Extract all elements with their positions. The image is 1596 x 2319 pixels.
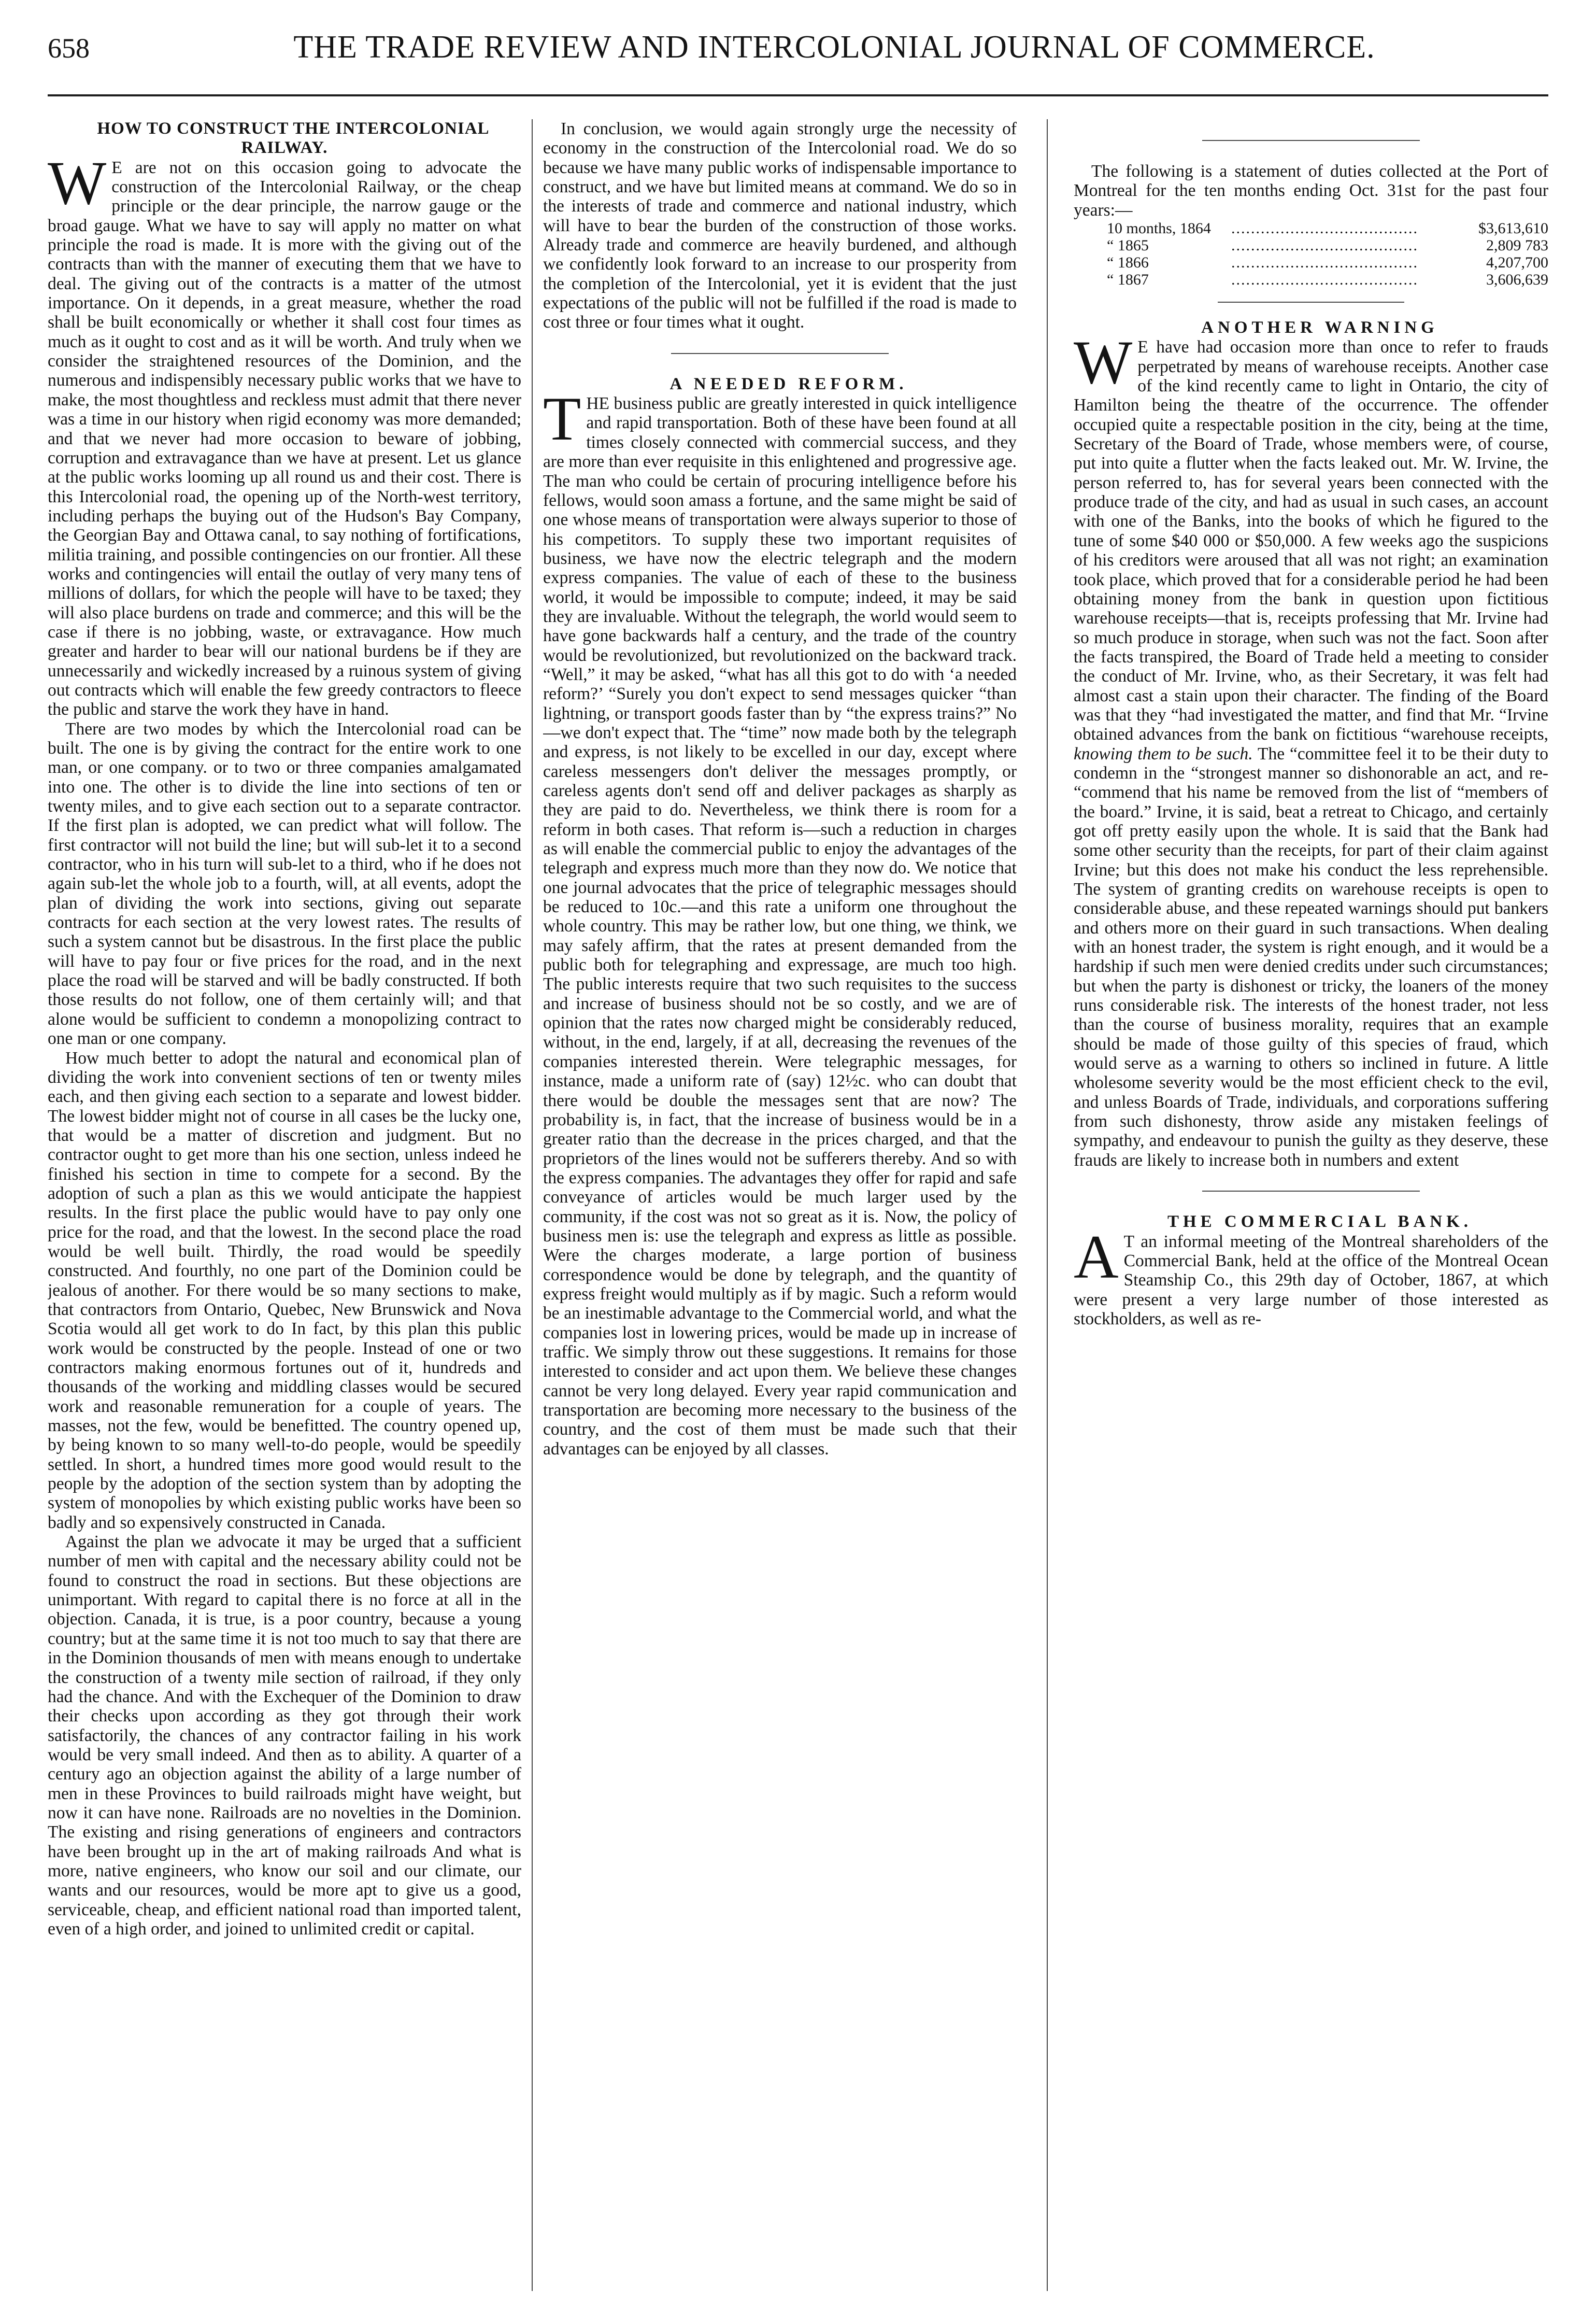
duty-amount: 3,606,639 (1486, 271, 1548, 289)
duty-period: “ 1867 (1107, 271, 1149, 289)
italic-emphasis: knowing them to be such. (1074, 744, 1253, 763)
column-2 (543, 119, 1017, 2296)
article-headline: HOW TO CONSTRUCT THE INTERCOLONIAL RAILWAY. (97, 119, 490, 158)
section-rule (1202, 140, 1420, 141)
leader-dots: ...................................... (1231, 254, 1418, 272)
section-rule (1202, 1191, 1420, 1192)
column-divider (532, 119, 533, 2291)
section-rule (1218, 302, 1404, 303)
duty-period: 10 months, 1864 (1107, 220, 1211, 237)
duty-amount: 4,207,700 (1486, 254, 1548, 272)
article-headline: ANOTHER WARNING (1201, 318, 1438, 337)
article-paragraph: W E have had occasion more than once to refer to frauds perpetrated by means of warehouse receipts. Another case of the kind recently came to light in Ontario, the city of Hamilton being the theatre of the occurrence. The offender occupied quite a respectable position in the city, being at the time, Secretary of the Board of Trade, whose members were, of course, put into quite a flutter when the facts leaked out. Mr. W. Irvine, the person referred to, has for several years been connected with the produce trade of the city, and had as usual in such cases, an account with one of the Banks, into the books of which he figured to the tune of some $40 000 or $50,000. A few weeks ago the suspicions of his creditors were aroused that all was not right; an examination took place, which proved that for a considerable period he had been obtaining money from the bank in question upon fictitious warehouse receipts—that is, receipts professing that Mr. Irvine had so much produce in storage, when such was not the fact. Soon after the facts transpired, the Board of Trade held a meeting to consider the conduct of Mr. Irvine, who, as their Secretary, it was felt had almost cast a stain upon their character. The finding of the Board was that they “had investigated the matter, and find that Mr. “Irvine obtained advances from the bank on fictitious “warehouse receipts, knowing them to be such. The “committee feel it to be their duty to condemn in the “strongest manner so dishonorable an act, and re- “commend that his name be removed from the list of “members of the board.” Irvine, it is said, beat a retreat to Chicago, and certainly got off pretty easily upon the whole. It is said that the Bank had some other security than the receipts, for part of their claim against Irvine; but this does not make his conduct the less reprehensible. The system of granting credits on warehouse receipts is open to considerable abuse, and these repeated warnings should put bankers and others more on their guard in such transactions. When dealing with an honest trader, the system is right enough, and it would be a hardship if such men were denied credits under such circumstances; but when the party is dishonest or tricky, the loaners of the money runs considerable risk. The interests of the honest trader, not less than the course of business morality, requires that an example should be made of those guilty of this species of fraud, which would serve as a warning to others so inclined in future. A little wholesome severity would be the most efficient check to the evil, and unless Boards of Trade, individuals, and corporations suffering from such dishonesty, throw aside any mistaken feelings of sympathy, and endeavour to punish the guilty as they deserve, these frauds are likely to increase both in numbers and extent (1074, 328, 1548, 1170)
header-rule (48, 94, 1548, 96)
article-paragraph: THE business public are greatly interested in quick intelligence and rapid transportation. Both of these have been found at all times closely connected with commercial success, and they are more than ever requisite in this enlightened and progressive age. The man who could be certain of procuring intelligence before his fellows, would soon amass a fortune, and the same might be said of one whose means of transportation were always superior to those of his competitors. To supply these two important requisites of business, we have now the electric telegraph and the modern express companies. The value of each of these to the business world, it would be impossible to compute; indeed, it may be said they are invaluable. Without the telegraph, the world would seem to have gone backwards half a century, and the trade of the country would be revolutionized, but revolutionized on the backward track. “Well,” it may be asked, “what has all this got to do with ‘a needed reform?’ “Surely you don't expect to send messages quicker “than lightning, or transport goods faster than by “the express trains?” No—we don't expect that. The “time” now made both by the telegraph and express, is not likely to be excelled in our day, except where careless messengers don't deliver the messages promptly, or careless agents don't send off and deliver packages as sharply as they are paid to do. Nevertheless, we think there is room for a reform in both cases. That reform is—such a reduction in charges as will enable the commercial public to enjoy the advantages of the telegraph and express much more than they now do. We notice that one journal advocates that the price of telegraphic messages should be reduced to 10c.—and this rate a uniform one throughout the whole country. This may be rather low, but one thing, we think, we may safely affirm, that the rates at present demanded from the public both for telegraphing and expressage, are much too high. The public interests require that two such requisites to the success and increase of business should not be so costly, and we are of opinion that the rates now charged might be considerably reduced, without, in the end, largely, if at all, decreasing the revenues of the companies interested therein. Were telegraphic messages, for instance, made a uniform rate of (say) 12½c. who can doubt that there would be double the messages sent that are now? The probability is, in fact, that the increase of business would be in a greater ratio than the decrease in the prices charged, and that the proprietors of the lines would not be sufferers thereby. And so with the express companies. The advantages they offer for rapid and safe conveyance of articles would be much larger used by the community, if the cost was not so great as it is. Now, the policy of business men is: use the telegraph and express as little as possible. Were the charges moderate, a large portion of business correspondence would be done by telegraph, and the quantity of express freight would multiply as if by magic. Such a reform would be an inestimable advantage to the Commercial world, and what the companies lost in lowering prices, would be made up in increase of traffic. We simply throw out these suggestions. It remains for those interested to consider and act upon them. We believe these changes cannot be very long delayed. Every year rapid communication and transportation are becoming more necessary to the business of the country, and the cost of them must be made such that their advantages can be enjoyed by all classes. (543, 384, 1017, 1459)
article-intercolonial-railway (48, 119, 521, 1939)
drop-cap: A (1074, 1222, 1119, 1291)
duty-row (1107, 271, 1548, 288)
duty-period: “ 1865 (1107, 237, 1149, 254)
page-number: 658 (48, 33, 90, 64)
article-paragraph: W E are not on this occasion going to advocate the construction of the Intercolonial Railway, or the cheap principle or the dear principle, the narrow gauge or the broad gauge. What we have to say will apply no matter on what principle the road is made. It is more with the giving out of the contracts than with the manner of executing them that we have to deal. The giving out of the contracts is a matter of the utmost importance. On it depends, in a great measure, whether the road shall be built economically or whether it shall cost four times as much as it ought to cost and as it will be worth. And truly when we consider the straightened resources of the Dominion, and the numerous and indispensibly necessary public works that we have to make, the most thoughtless and reckless must admit that there never was a time in our history when rigid economy was more demanded; and that we never had more occasion to beware of jobbing, corruption and extravagance than we have at present. Let us glance at the public works looming up all round us and their cost. There is this Intercolonial road, the opening up of the North-west territory, including perhaps the buying out of the Hudson's Bay Company, the Georgian Bay and Ottawa canal, to say nothing of fortifications, militia training, and possible contingencies on our frontier. All these works and contingencies will entail the outlay of very many tens of millions of dollars, for which the people will have to be taxed; they will also place burdens on trade and commerce; and this will be the case if there is no jobbing, waste, or extravagance. How much greater and harder to bear will our national burdens be if they are unnecessarily and wickedly increased by a ruinous system of giving out contracts which will enable the few greedy contractors to fleece the public and starve the work they have in hand. (48, 148, 521, 719)
article-commercial-bank (1074, 1212, 1548, 1328)
duty-row (1107, 220, 1548, 237)
article-paragraph: How much better to adopt the natural and economical plan of dividing the work into convenient sections of ten or twenty miles each, and then giving each section to a separate and lowest bidder. The lowest bidder might not of course in all cases be the lucky one, that would be a matter of discretion and judgment. But no contractor ought to get more than his one section, unless indeed he finished his section in time to compete for a second. By the adoption of such a plan as this we would anticipate the happiest results. In the first place the public would have to pay only one price for the road, and that the lowest. In the second place the road would be well built. Thirdly, the road would be speedily constructed. And fourthly, no one part of the Dominion could be jealous of another. For there would be so many sections to make, that contractors from Ontario, Quebec, New Brunswick and Nova Scotia would all get work to do In fact, by this plan this public work would be constructed by the people. Instead of one or two contractors making enormous fortunes out of it, hundreds and thousands of the working and middling classes would be secured work and reasonable remuneration for a couple of years. The masses, not the few, would be benefitted. The country opened up, by being known to so many well-to-do people, would be speedily settled. In short, a hundred times more good would result to the people by the adoption of the section system than by adopting the system of monopolies by which existing public works have been so badly and so expensively constructed in Canada. (48, 1048, 521, 1532)
leader-dots: ...................................... (1231, 237, 1418, 254)
article-needed-reform (543, 375, 1017, 1459)
leader-dots: ...................................... (1231, 220, 1418, 237)
column-1 (48, 119, 521, 2296)
column-3 (1074, 119, 1548, 2296)
drop-cap: W (48, 148, 107, 217)
duty-row (1107, 237, 1548, 254)
masthead (48, 29, 1548, 79)
article-paragraph: There are two modes by which the Intercolonial road can be built. The one is by giving the contract for the entire work to one man, or one company. or to two or three companies amalgamated into one. The other is to divide the line into sections of ten or twenty miles, and to give each section out to a separate contractor. If the first plan is adopted, we can predict what will follow. The first contractor will not build the line; but will sub-let it to a second contractor, who in his turn will sub-let to a third, who if he does not again sub-let the whole job to a fourth, will, at all events, adopt the plan of dividing the work into sections, giving out separate contracts for each section at the very lowest rates. The results of such a system cannot but be disastrous. In the first place the public will have to pay four or five prices for the road, and in the next place the road will be starved and will be badly constructed. If both those results do not follow, one of them certainly will; and that alone would be sufficient to condemn a monopolizing contract to one man or one company. (48, 719, 521, 1049)
duty-period: “ 1866 (1107, 254, 1149, 272)
duties-intro: The following is a statement of duties collected at the Port of Montreal for the ten months ending Oct. 31st for the past four years:— (1074, 162, 1548, 220)
duties-statement (1074, 162, 1548, 288)
article-paragraph: A T an informal meeting of the Montreal shareholders of the Commercial Bank, held at the office of the Montreal Ocean Steamship Co., this 29th day of October, 1867, at which were present a very large number of those interested as stockholders, as well as re- (1074, 1222, 1548, 1328)
duties-table (1107, 220, 1548, 288)
leader-dots: ...................................... (1231, 271, 1418, 289)
drop-cap: W (1074, 328, 1133, 397)
duty-amount: $3,613,610 (1478, 220, 1548, 237)
article-another-warning (1074, 318, 1548, 1170)
journal-title: THE TRADE REVIEW AND INTERCOLONIAL JOURNAL OF COMMERCE. (293, 30, 1375, 65)
column-divider (1047, 119, 1048, 2291)
duty-amount: 2,809 783 (1486, 237, 1548, 254)
article-headline: A NEEDED REFORM. (669, 374, 908, 393)
article-paragraph: Against the plan we advocate it may be urged that a sufficient number of men with capital and the necessary ability could not be found to construct the road in sections. But these objections are unimportant. With regard to capital there is no force at all in the objection. Canada, it is true, is a poor country, because a young country; but at the same time it is not too much to say that there are in the Dominion thousands of men with means enough to undertake the construction of a twenty mile section of railroad, if they only had the chance. And with the Exchequer of the Dominion to draw their checks upon according as they got through their work satisfactorily, the chances of any contractor failing in his work would be very small indeed. And then as to ability. A quarter of a century ago an objection against the ability of a large number of men in these Provinces to build railroads might have weight, but now it can have none. Railroads are no novelties in the Dominion. The existing and rising generations of engineers and contractors have been brought up in the art of making railroads And what is more, native engineers, who know our soil and our climate, our wants and our resources, would be more apt to give us a good, serviceable, cheap, and efficient national road than imported talent, even of a high order, and joined to unlimited credit or capital. (48, 1532, 521, 1939)
drop-cap: T (543, 384, 581, 454)
section-rule (671, 353, 889, 354)
duty-row (1107, 254, 1548, 271)
article-paragraph: In conclusion, we would again strongly urge the necessity of economy in the construction of the Intercolonial road. We do so because we have many public works of indispensable importance to construct, and we have but limited means at command. We do so in the interests of trade and commerce and national industry, which will have to bear the burden of the construction of those works. Already trade and commerce are heavily burdened, and although we confidently look forward to an increase to our prosperity from the completion of the Intercolonial, yet it is evident that the just expectations of the public will not be fulfilled if the road is made to cost three or four times what it ought. (543, 119, 1017, 332)
article-headline: THE COMMERCIAL BANK. (1167, 1212, 1473, 1232)
